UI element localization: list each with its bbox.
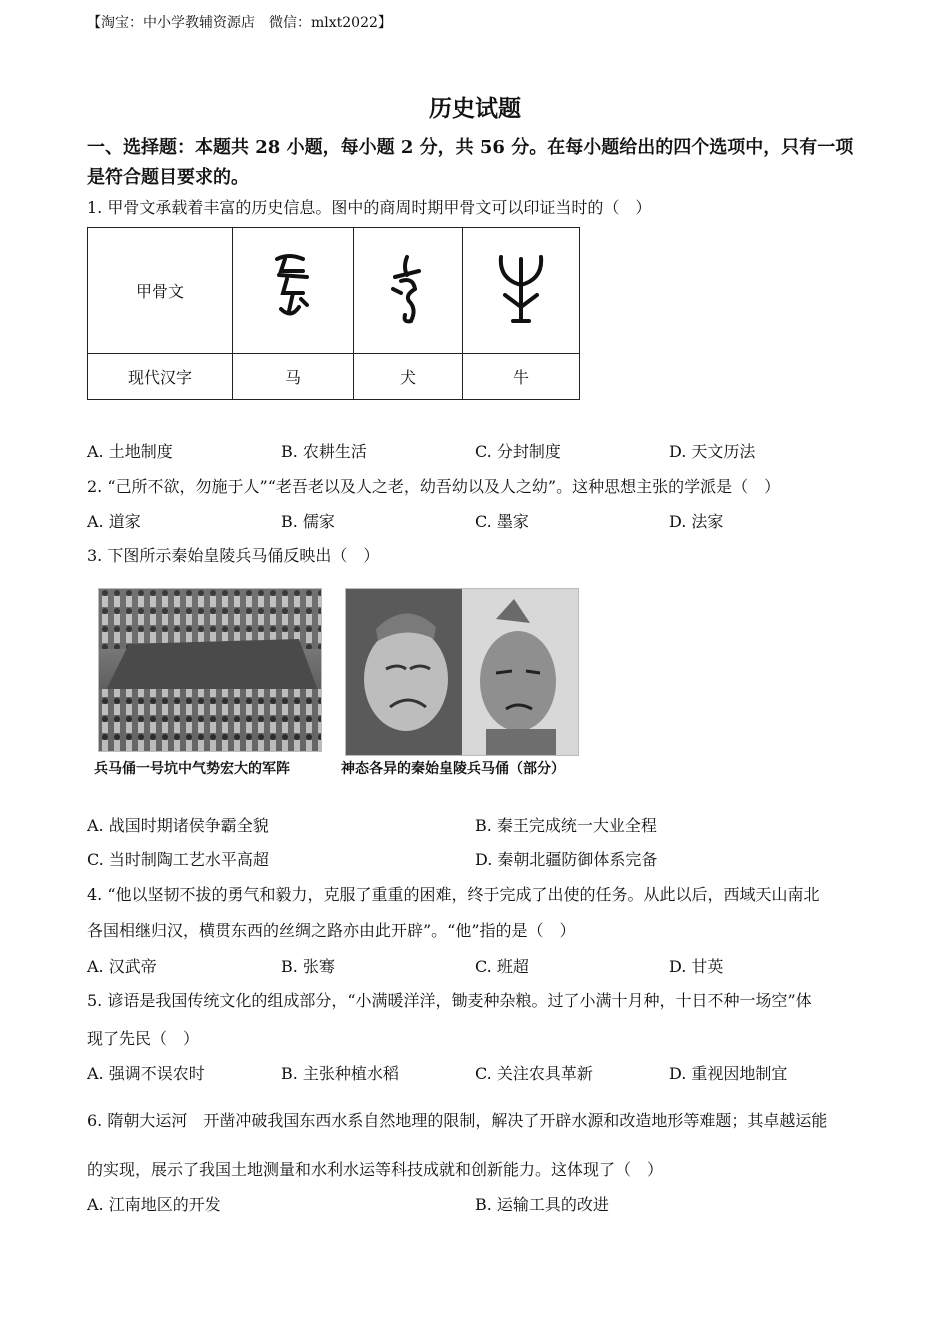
photo-caption-right: 神态各异的秦始皇陵兵马俑（部分） (341, 761, 565, 777)
oracle-dog-glyph-icon (383, 249, 433, 329)
terracotta-army-pit-photo (98, 588, 322, 752)
table-row-label-modern: 现代汉字 (88, 354, 233, 400)
oracle-glyph-dog (354, 228, 463, 354)
oracle-glyph-horse (233, 228, 354, 354)
q3-option-c[interactable]: C. 当时制陶工艺水平高超 (87, 850, 269, 869)
q4-option-a[interactable]: A. 汉武帝 (87, 957, 157, 976)
q1-option-a[interactable]: A. 土地制度 (87, 442, 173, 461)
oracle-glyph-ox (463, 228, 580, 354)
section-heading: 一、选择题：本题共 28 小题，每小题 2 分，共 56 分。在每小题给出的四个选项中，只有一项是符合题目要求的。 (87, 137, 854, 188)
army-formation-image-icon (99, 589, 321, 751)
header-note: 【淘宝：中小学教辅资源店 微信：mlxt2022】 (87, 15, 392, 31)
q1-option-c[interactable]: C. 分封制度 (475, 442, 561, 461)
question-6-stem-line2: 的实现，展示了我国土地测量和水利水运等科技成就和创新能力。这体现了（ ） (87, 1160, 664, 1179)
q2-option-a[interactable]: A. 道家 (87, 512, 141, 531)
q5-option-d[interactable]: D. 重视因地制宜 (669, 1064, 788, 1083)
modern-char-horse: 马 (233, 354, 354, 400)
q4-option-b[interactable]: B. 张骞 (281, 957, 335, 976)
q2-option-d[interactable]: D. 法家 (669, 512, 724, 531)
terracotta-warrior-heads-photo (345, 588, 579, 756)
q6-option-b[interactable]: B. 运输工具的改进 (475, 1195, 609, 1214)
modern-char-dog: 犬 (354, 354, 463, 400)
q5-option-b[interactable]: B. 主张种植水稻 (281, 1064, 399, 1083)
q1-option-d[interactable]: D. 天文历法 (669, 442, 756, 461)
modern-char-ox: 牛 (463, 354, 580, 400)
q5-option-a[interactable]: A. 强调不误农时 (87, 1064, 205, 1083)
q2-option-c[interactable]: C. 墨家 (475, 512, 529, 531)
q5-option-c[interactable]: C. 关注农具革新 (475, 1064, 593, 1083)
warrior-faces-image-icon (346, 589, 578, 755)
question-6-stem-line1: 6. 隋朝大运河 开凿冲破我国东西水系自然地理的限制，解决了开辟水源和改造地形等难题；其卓越运能 (87, 1111, 828, 1130)
oracle-bone-table (87, 227, 580, 400)
oracle-horse-glyph-icon (263, 249, 323, 329)
q3-option-b[interactable]: B. 秦王完成统一大业全程 (475, 816, 657, 835)
q4-option-d[interactable]: D. 甘英 (669, 957, 724, 976)
question-5-stem-line1: 5. 谚语是我国传统文化的组成部分，“小满暖洋洋，锄麦种杂粮。过了小满十月种，十日不种一场空”体 (87, 991, 812, 1010)
question-5-stem-line2: 现了先民（ ） (87, 1029, 200, 1048)
question-4-stem-line1: 4. “他以坚韧不拔的勇气和毅力，克服了重重的困难，终于完成了出使的任务。从此以后，西域天山南北 (87, 885, 820, 904)
oracle-ox-glyph-icon (491, 249, 551, 329)
q3-option-a[interactable]: A. 战国时期诸侯争霸全貌 (87, 816, 269, 835)
q1-option-b[interactable]: B. 农耕生活 (281, 442, 367, 461)
q3-option-d[interactable]: D. 秦朝北疆防御体系完备 (475, 850, 658, 869)
table-row-label-oracle: 甲骨文 (88, 228, 233, 354)
question-4-stem-line2: 各国相继归汉，横贯东西的丝绸之路亦由此开辟”。“他”指的是（ ） (87, 921, 576, 940)
photo-caption-left: 兵马俑一号坑中气势宏大的军阵 (94, 761, 290, 777)
question-1-stem: 1. 甲骨文承载着丰富的历史信息。图中的商周时期甲骨文可以印证当时的（ ） (87, 198, 652, 217)
question-3-stem: 3. 下图所示秦始皇陵兵马俑反映出（ ） (87, 546, 380, 565)
question-2-stem: 2. “己所不欲，勿施于人”“老吾老以及人之老，幼吾幼以及人之幼”。这种思想主张的学派是（ ） (87, 477, 781, 496)
page-title: 历史试题 (429, 95, 521, 122)
q2-option-b[interactable]: B. 儒家 (281, 512, 335, 531)
q4-option-c[interactable]: C. 班超 (475, 957, 529, 976)
q6-option-a[interactable]: A. 江南地区的开发 (87, 1195, 221, 1214)
